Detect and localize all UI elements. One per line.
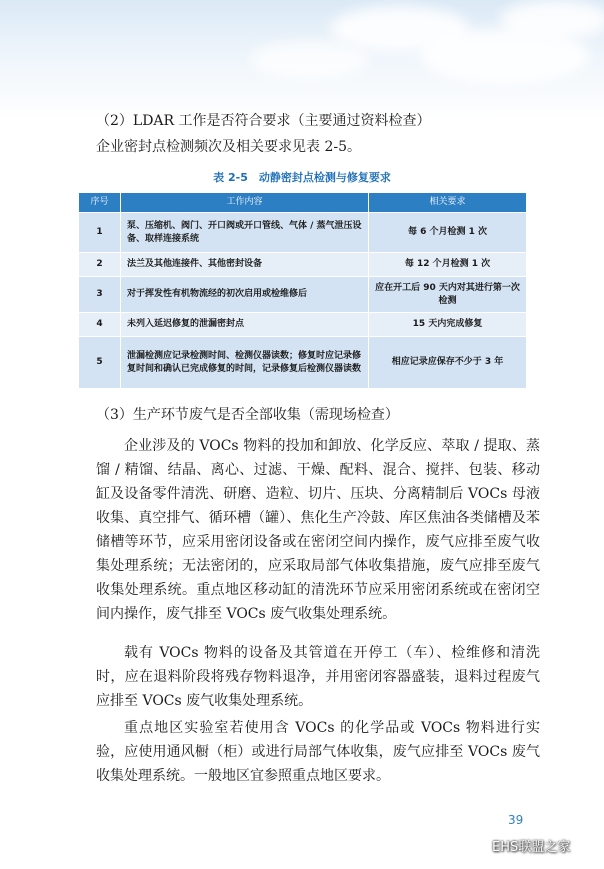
row-requirement: 15 天内完成修复 — [369, 313, 527, 337]
row-no: 5 — [79, 337, 121, 389]
requirements-table — [78, 192, 527, 389]
row-content: 对于挥发性有机物流经的初次启用或检维修后 — [121, 277, 369, 313]
table-header-row — [79, 193, 527, 213]
row-content: 泄漏检测应记录检测时间、检测仪器读数；修复时应记录修复时间和确认已完成修复的时间，记录修复后检测仪器读数 — [121, 337, 369, 389]
body-paragraph: 重点地区实验室若使用含 VOCs 的化学品或 VOCs 物料进行实验，应使用通风橱（柜）或进行局部气体收集，废气应排至 VOCs 废气收集处理系统。一般地区宜参照重点地区要求。 — [96, 720, 540, 784]
row-no: 2 — [79, 253, 121, 277]
section-3-heading: （3）生产环节废气是否全部收集（需现场检查） — [96, 407, 399, 423]
row-content: 泵、压缩机、阀门、开口阀或开口管线、气体 / 蒸气泄压设备、取样连接系统 — [121, 213, 369, 253]
table-row — [79, 253, 527, 277]
row-requirement: 相应记录应保存不少于 3 年 — [369, 337, 527, 389]
section-2-heading: （2）LDAR 工作是否符合要求（主要通过资料检查） — [96, 113, 431, 129]
header-requirement: 相关要求 — [369, 193, 527, 213]
cloud-decoration — [250, 40, 370, 80]
page-number: 39 — [508, 813, 524, 827]
row-requirement: 应在开工后 90 天内对其进行第一次检测 — [369, 277, 527, 313]
header-no: 序号 — [79, 193, 121, 213]
row-requirement: 每 12 个月检测 1 次 — [369, 253, 527, 277]
watermark — [468, 834, 570, 856]
row-no: 4 — [79, 313, 121, 337]
watermark-text: EHS联盟之家 — [492, 839, 571, 855]
section-2-intro: 企业密封点检测频次及相关要求见表 2-5。 — [96, 139, 361, 155]
row-content: 法兰及其他连接件、其他密封设备 — [121, 253, 369, 277]
row-no: 3 — [79, 277, 121, 313]
wechat-icon — [468, 836, 488, 854]
row-content: 未列入延迟修复的泄漏密封点 — [121, 313, 369, 337]
body-paragraph: 企业涉及的 VOCs 物料的投加和卸放、化学反应、萃取 / 提取、蒸馏 / 精馏、结晶、离心、过滤、干燥、配料、混合、搅拌、包装、移动缸及设备零件清洗、研磨、造粒、切片、压块、分离精制后 VOCs 母液收集、真空排气、循环槽（罐）、焦化生产冷鼓、库区焦油各类储槽及苯储槽等环节，应采用密闭设备或在密闭空间内操作，废气应排至废气收集处理系统；无法密闭的，应采取局部气体收集措施，废气应排至废气收集处理系统。重点地区移动缸的清洗环节应采用密闭系统或在密闭空间内操作，废气排至 VOCs 废气收集处理系统。 — [96, 438, 540, 622]
table-row — [79, 213, 527, 253]
table-row — [79, 337, 527, 389]
table-caption: 表 2-5 动静密封点检测与修复要求 — [213, 171, 391, 184]
body-paragraph: 载有 VOCs 物料的设备及其管道在开停工（车）、检维修和清洗时，应在退料阶段将残存物料退净，并用密闭容器盛装，退料过程废气应排至 VOCs 废气收集处理系统。 — [96, 645, 540, 709]
cloud-decoration — [500, 0, 604, 40]
table-row — [79, 277, 527, 313]
table-row — [79, 313, 527, 337]
row-requirement: 每 6 个月检测 1 次 — [369, 213, 527, 253]
sky-header-decoration — [0, 0, 604, 120]
row-no: 1 — [79, 213, 121, 253]
header-content: 工作内容 — [121, 193, 369, 213]
